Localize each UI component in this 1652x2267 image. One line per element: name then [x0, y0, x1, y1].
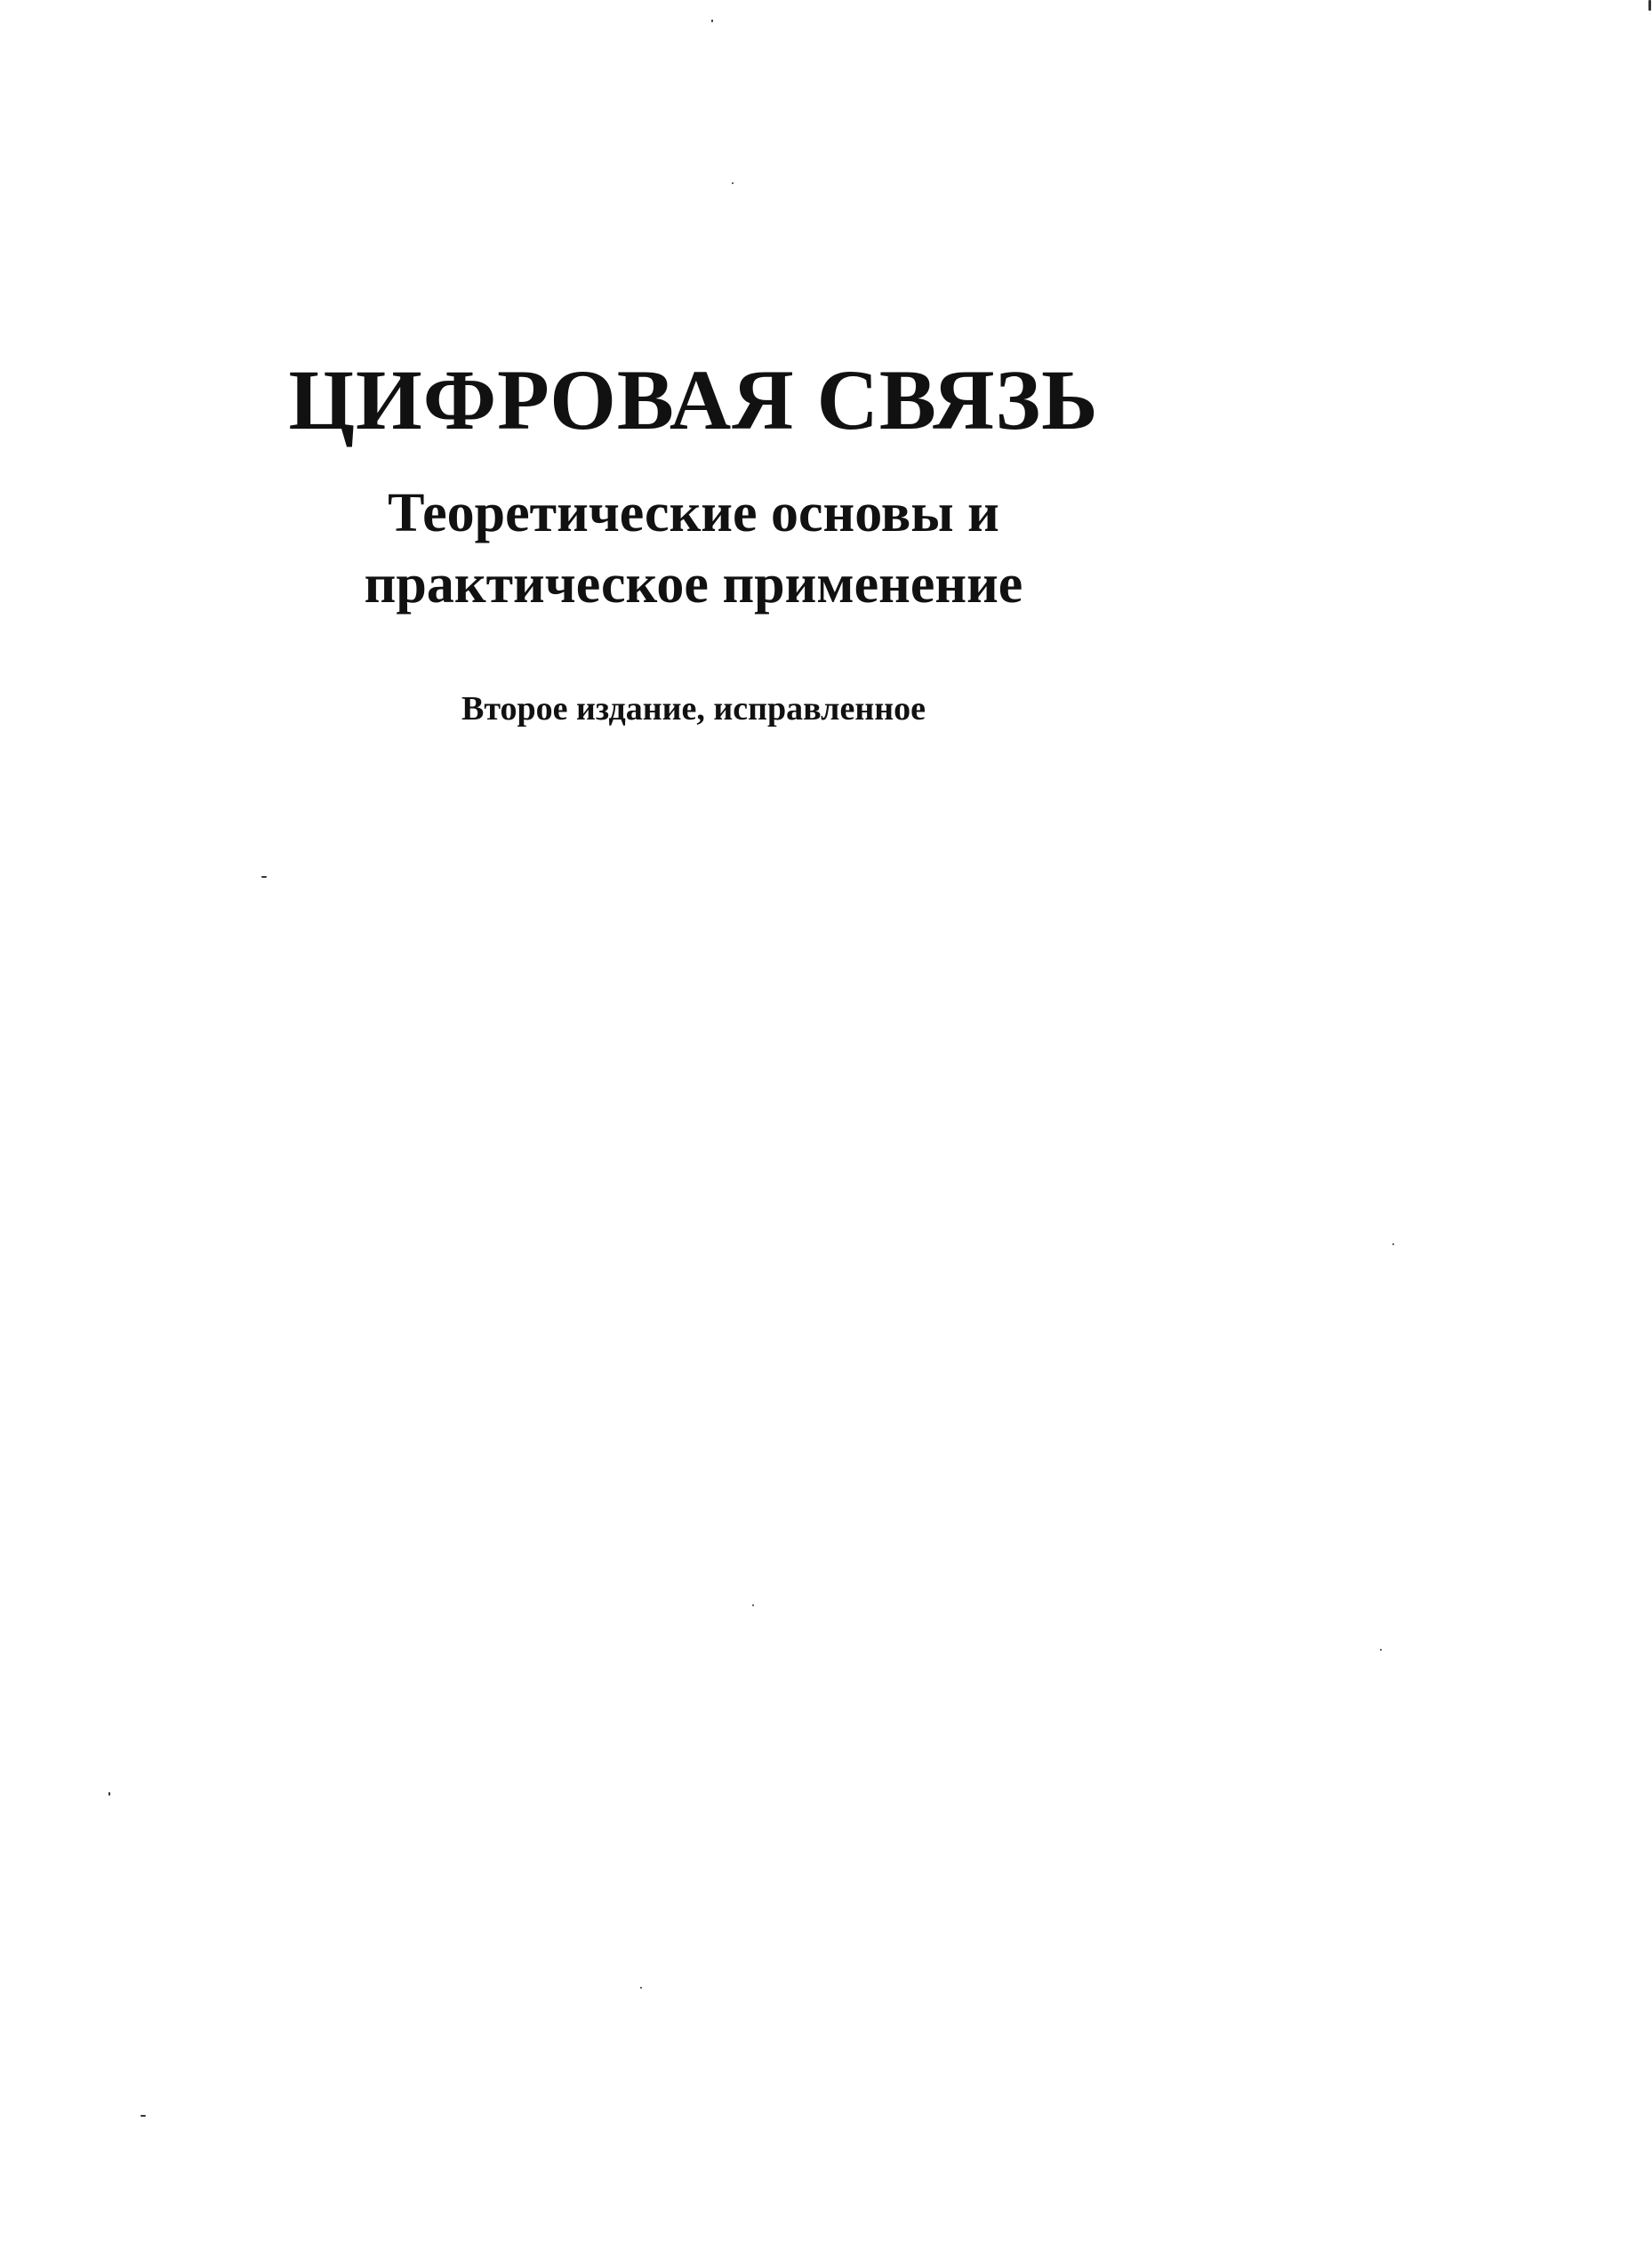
scan-speck: [1380, 1649, 1382, 1651]
scan-speck: [1392, 1243, 1394, 1245]
scan-speck: [140, 2115, 146, 2117]
scan-speck: [752, 1604, 754, 1606]
title-block: [222, 352, 1165, 729]
scan-speck: [1648, 0, 1651, 11]
edition-note: Второе издание, исправленное: [461, 689, 926, 728]
scan-speck: [732, 182, 734, 184]
scan-speck: [108, 1792, 110, 1796]
book-title: ЦИФРОВАЯ СВЯЗЬ: [288, 352, 1099, 447]
scan-speck: [261, 876, 267, 878]
scan-speck: [711, 20, 713, 22]
subtitle-line-2: практическое применение: [364, 553, 1023, 615]
scan-speck: [640, 1987, 642, 1989]
book-subtitle: [222, 478, 1165, 620]
subtitle-line-1: Теоретические основы и: [388, 482, 999, 543]
